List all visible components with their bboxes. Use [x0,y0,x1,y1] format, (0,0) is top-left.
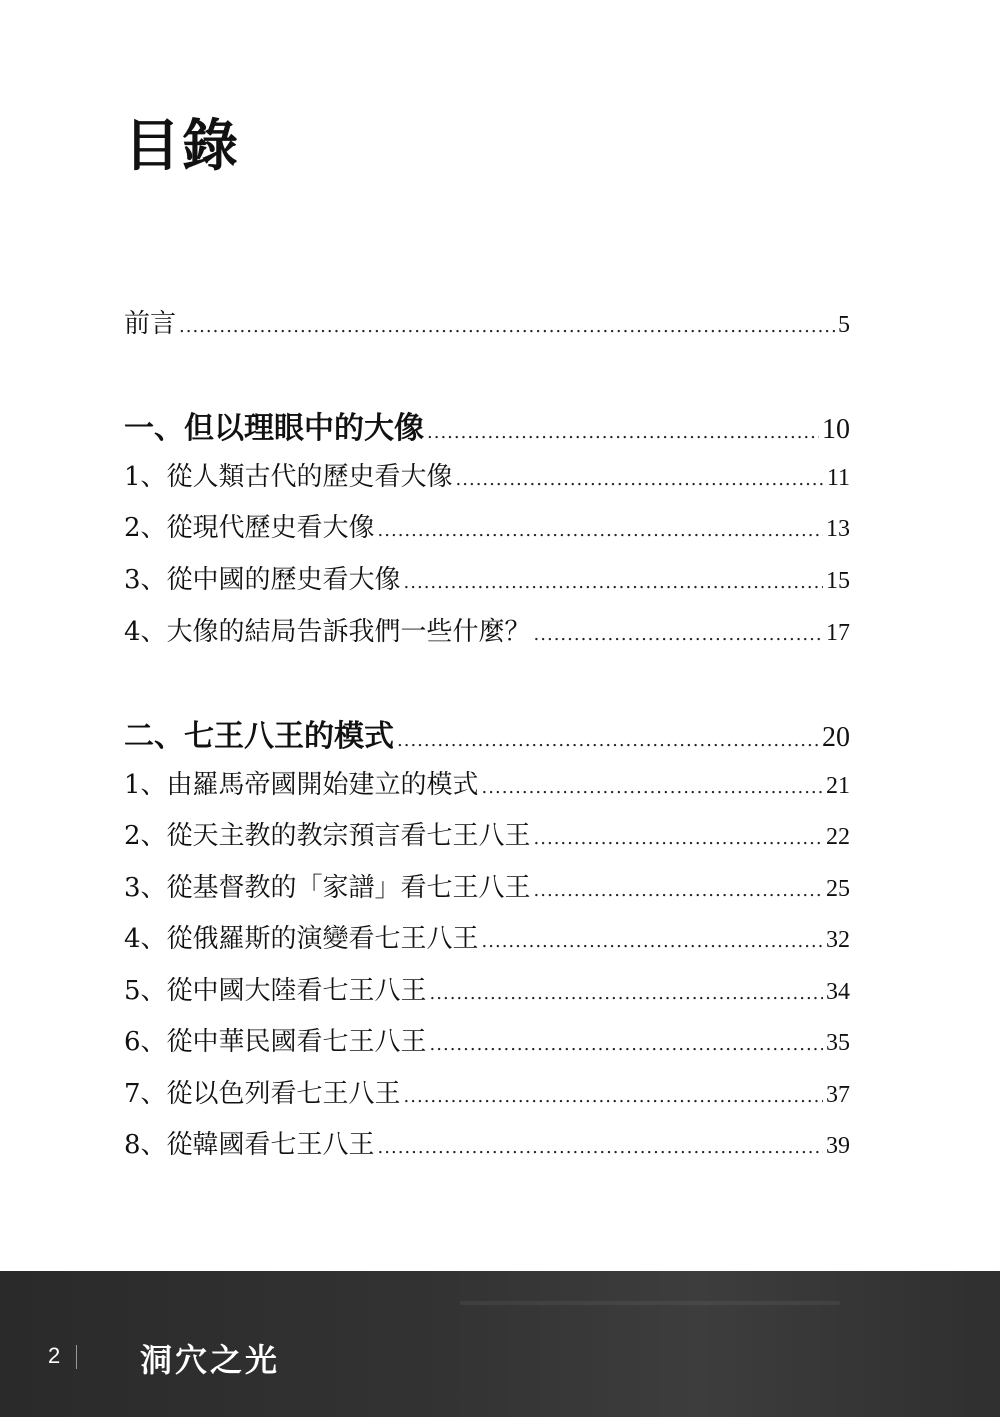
toc-entry-label: 2、從現代歷史看大像 [124,513,375,543]
toc-entry[interactable] [124,815,850,849]
toc-entry[interactable] [124,1021,850,1055]
toc-chapter-label: 二、七王八王的模式 [124,719,394,754]
toc-entry-label: 2、從天主教的教宗預言看七王八王 [124,821,531,851]
toc-entry[interactable] [124,456,850,490]
toc-entry-label: 8、從韓國看七王八王 [124,1130,375,1160]
dot-leader [430,983,823,1004]
page-title: 目錄 [124,113,240,179]
footer-page-number: 2 [48,1343,61,1368]
toc-page-number: 21 [826,773,850,799]
dot-leader [397,730,819,751]
toc-chapter-label: 一、但以理眼中的大像 [124,411,424,446]
toc-page-number: 10 [822,414,850,445]
dot-leader [430,1034,823,1055]
footer-decoration [460,1301,840,1305]
toc-entry[interactable] [124,507,850,541]
footer-band [0,1271,1000,1417]
dot-leader [404,1086,823,1107]
toc-entry-label: 1、由羅馬帝國開始建立的模式 [124,770,479,800]
toc-page-number: 32 [826,927,850,953]
toc-page-number: 35 [826,1030,850,1056]
footer-separator [76,1345,77,1369]
toc-entry[interactable] [124,611,850,645]
toc-page-number: 13 [826,516,850,542]
toc-page-number: 20 [822,722,850,753]
dot-leader [534,624,823,645]
dot-leader [534,828,823,849]
dot-leader [482,777,823,798]
dot-leader [482,931,823,952]
toc-entry[interactable] [124,970,850,1004]
toc-page-number: 22 [826,824,850,850]
dot-leader [179,316,835,337]
toc-page-number: 17 [826,620,850,646]
toc-entry[interactable] [124,559,850,593]
dot-leader [404,572,823,593]
toc-chapter-2[interactable] [124,711,850,754]
toc-page-number: 11 [826,465,850,491]
toc-entry[interactable] [124,918,850,952]
dot-leader [456,469,824,490]
toc-entry-label: 6、從中華民國看七王八王 [124,1027,427,1057]
dot-leader [534,880,823,901]
toc-entry[interactable] [124,1073,850,1107]
toc-page-number: 37 [826,1082,850,1108]
toc-entry-preface[interactable] [124,303,850,337]
toc-entry-label: 1、從人類古代的歷史看大像 [124,462,453,492]
toc-page-number: 39 [826,1133,850,1159]
toc-entry-label: 4、大像的結局告訴我們一些什麼？ [124,617,531,647]
toc-page-number: 5 [838,312,850,338]
toc-entry-label: 4、從俄羅斯的演變看七王八王 [124,924,479,954]
toc-entry-label: 3、從中國的歷史看大像 [124,565,401,595]
toc-entry-label: 5、從中國大陸看七王八王 [124,976,427,1006]
toc-page-number: 34 [826,979,850,1005]
toc-entry-label: 3、從基督教的「家譜」看七王八王 [124,873,531,903]
footer-brand-title: 洞穴之光 [140,1341,281,1379]
toc-chapter-1[interactable] [124,403,850,446]
dot-leader [427,422,819,443]
toc-entry[interactable] [124,1124,850,1158]
dot-leader [378,520,823,541]
toc-page-number: 15 [826,568,850,594]
toc-entry[interactable] [124,764,850,798]
toc-entry[interactable] [124,867,850,901]
toc-entry-label: 7、從以色列看七王八王 [124,1079,401,1109]
toc-entry-label: 前言 [124,309,177,339]
toc-page-number: 25 [826,876,850,902]
dot-leader [378,1137,823,1158]
